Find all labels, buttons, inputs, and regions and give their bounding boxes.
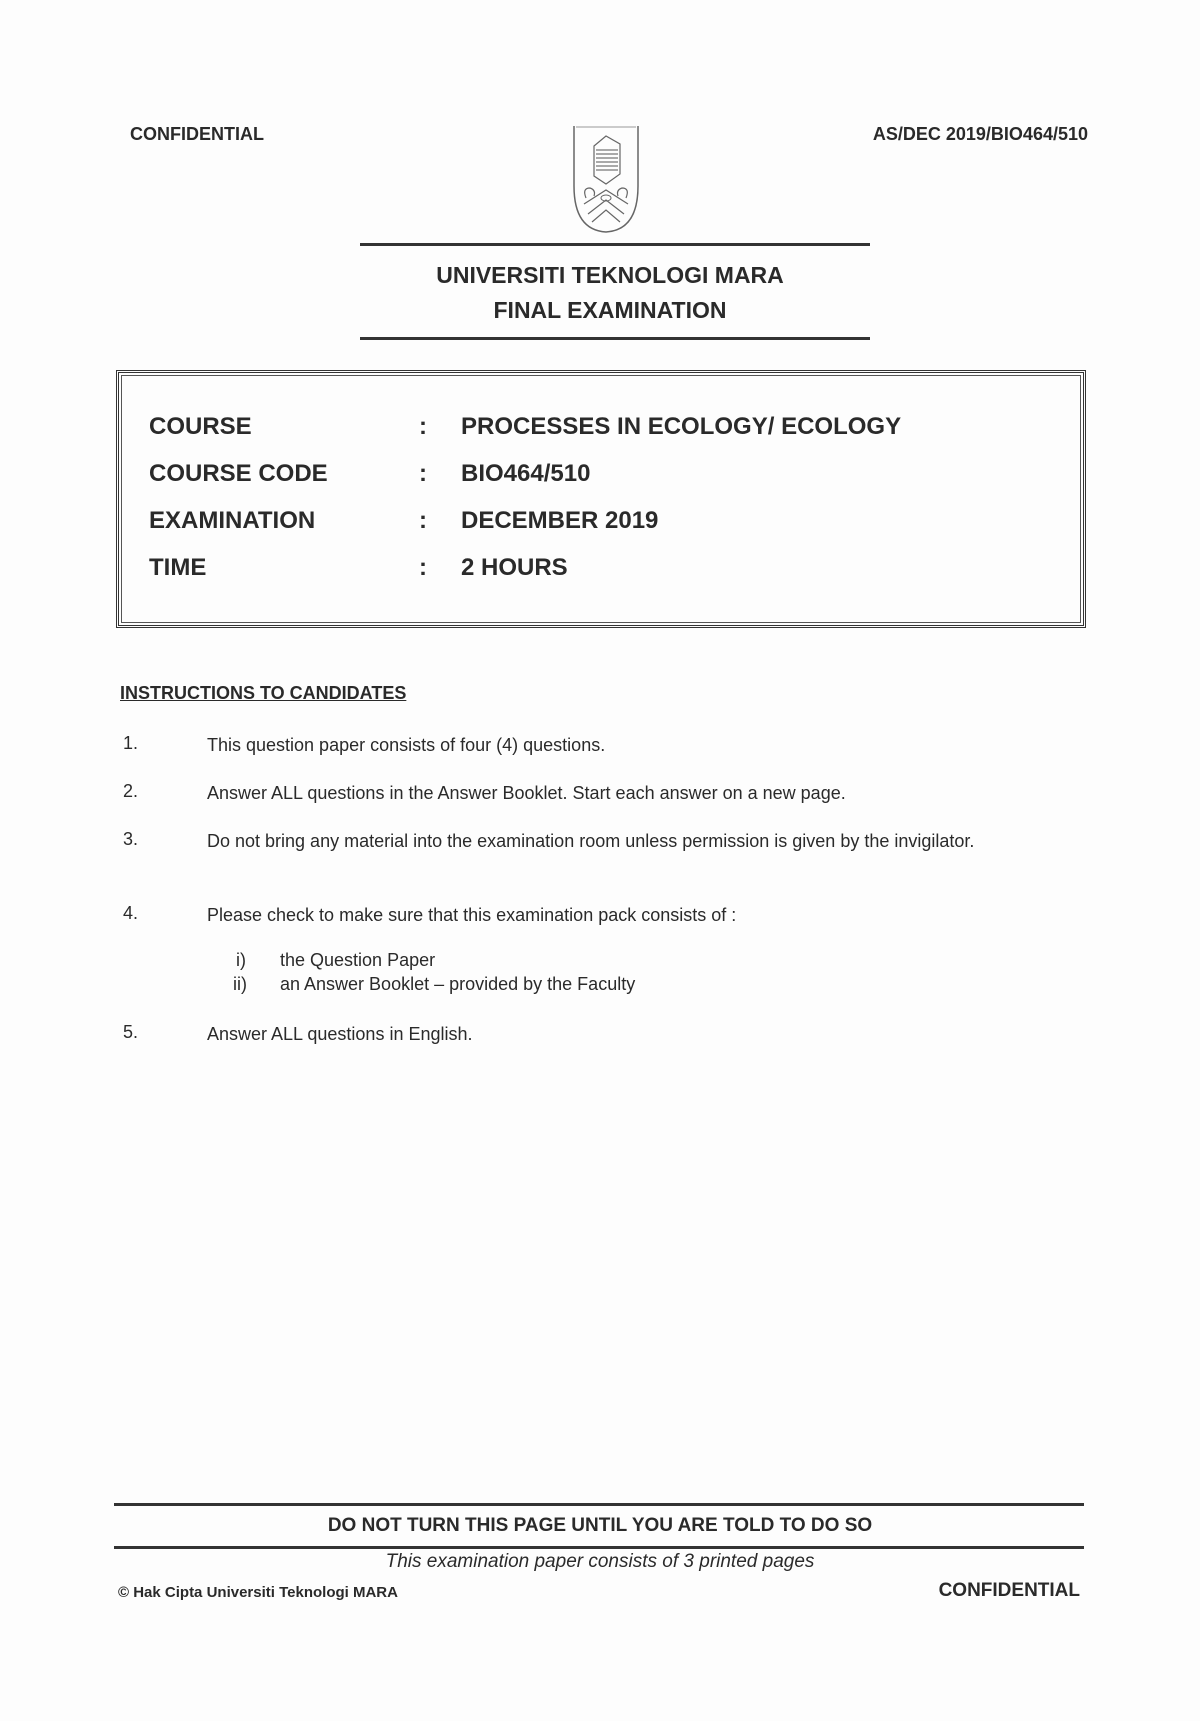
instruction-text: This question paper consists of four (4) questions. — [207, 735, 606, 755]
detail-label: COURSE — [149, 413, 252, 440]
instruction-text: Answer ALL questions in the Answer Booklet. Start each answer on a new page. — [207, 783, 846, 803]
instruction-number: 2. — [123, 781, 139, 801]
sub-item-number: i) — [236, 950, 246, 970]
detail-separator: : — [419, 507, 427, 534]
sub-item-text: an Answer Booklet – provided by the Faculty — [280, 974, 636, 994]
exam-type-title: FINAL EXAMINATION — [493, 297, 727, 323]
confidential-label-top: CONFIDENTIAL — [130, 124, 264, 144]
sub-item-text: the Question Paper — [280, 950, 436, 970]
instructions-heading: INSTRUCTIONS TO CANDIDATES — [120, 683, 407, 703]
title-bottom-rule — [360, 337, 870, 340]
do-not-turn-warning: DO NOT TURN THIS PAGE UNTIL YOU ARE TOLD TO DO SO — [327, 1515, 873, 1536]
university-name: UNIVERSITI TEKNOLOGI MARA — [436, 262, 784, 288]
detail-value: DECEMBER 2019 — [461, 507, 659, 534]
page-count-note: This examination paper consists of 3 printed pages — [385, 1551, 815, 1572]
instruction-number: 1. — [123, 733, 139, 753]
footer-bottom-rule — [114, 1546, 1084, 1549]
detail-separator: : — [419, 460, 427, 487]
instruction-number: 4. — [123, 903, 139, 923]
detail-label: EXAMINATION — [149, 507, 316, 534]
sub-item-number: ii) — [233, 974, 247, 994]
detail-label: COURSE CODE — [149, 460, 328, 487]
instruction-text: Do not bring any material into the examination room unless permission is given by the invigilator. — [207, 831, 975, 851]
footer-top-rule — [114, 1503, 1084, 1506]
exam-reference-code: AS/DEC 2019/BIO464/510 — [872, 124, 1088, 144]
instruction-text: Answer ALL questions in English. — [207, 1024, 473, 1044]
instruction-text: Please check to make sure that this examination pack consists of : — [207, 905, 737, 925]
instruction-number: 3. — [123, 829, 139, 849]
detail-value: BIO464/510 — [461, 460, 591, 487]
course-details-box — [116, 370, 1086, 628]
title-top-rule — [360, 243, 870, 246]
copyright-notice: © Hak Cipta Universiti Teknologi MARA — [118, 1584, 398, 1601]
detail-value: PROCESSES IN ECOLOGY/ ECOLOGY — [461, 413, 902, 440]
instruction-number: 5. — [123, 1022, 139, 1042]
detail-value: 2 HOURS — [461, 554, 568, 581]
detail-label: TIME — [149, 554, 207, 581]
uitm-crest-icon — [572, 124, 640, 234]
confidential-label-bottom: CONFIDENTIAL — [938, 1580, 1080, 1601]
detail-separator: : — [419, 413, 427, 440]
detail-separator: : — [419, 554, 427, 581]
